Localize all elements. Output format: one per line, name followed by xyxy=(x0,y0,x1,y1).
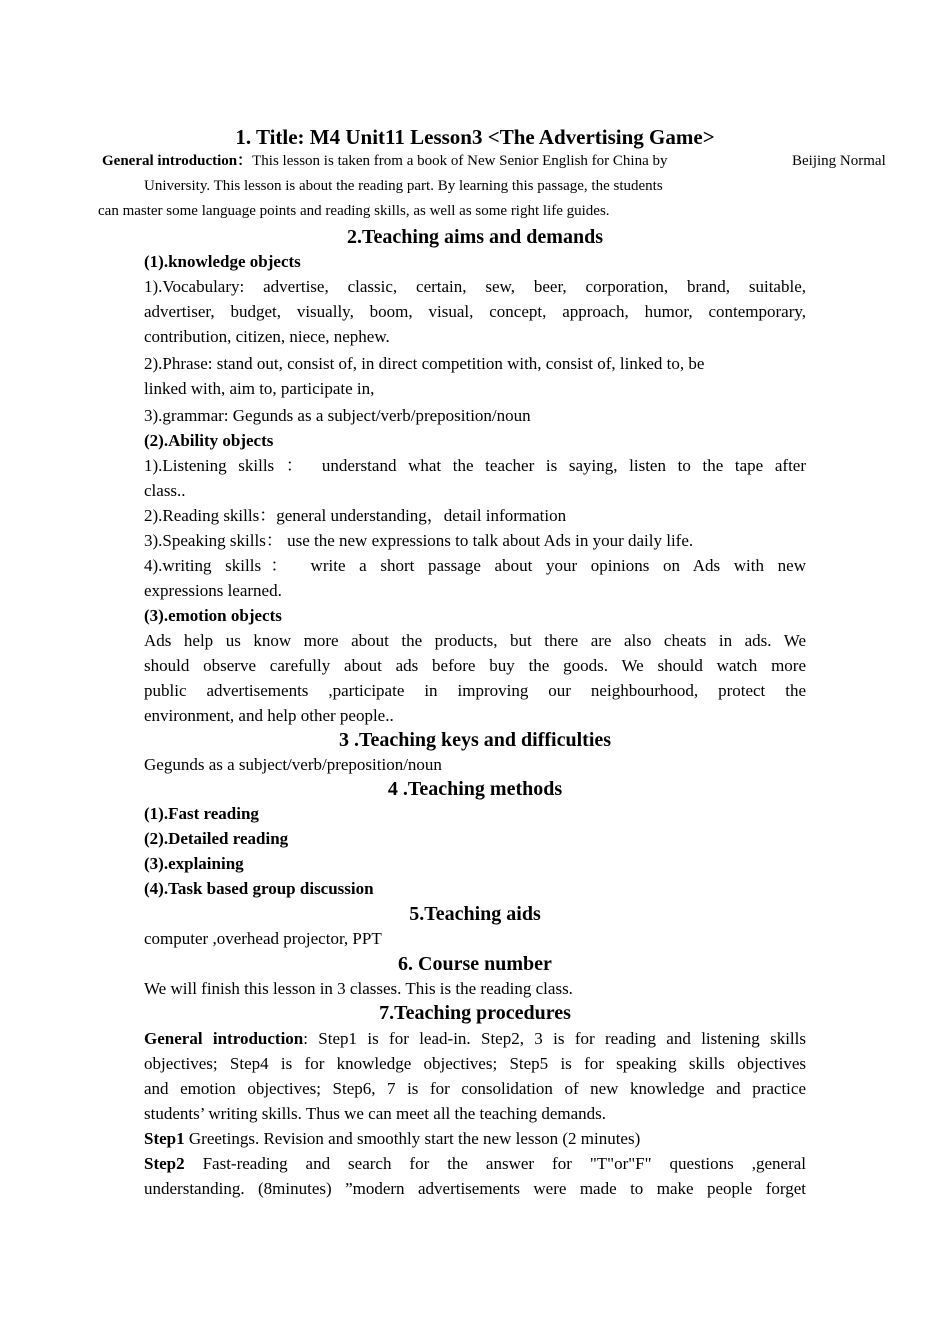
step1-line: Step1 Greetings. Revision and smoothly start the new lesson (2 minutes) xyxy=(144,1129,641,1148)
method-item: (4).Task based group discussion xyxy=(144,879,374,898)
emotion-objects-heading: (3).emotion objects xyxy=(144,606,282,625)
listening-line: class.. xyxy=(144,481,186,500)
method-item: (1).Fast reading xyxy=(144,804,259,823)
emotion-line: environment, and help other people.. xyxy=(144,706,394,725)
step2-label: Step2 xyxy=(144,1154,185,1173)
emotion-line: Ads help us know more about the products, but there are also cheats in ads. We xyxy=(144,631,806,650)
section-heading-keys: 3 .Teaching keys and difficulties xyxy=(338,729,612,751)
course-number-text: We will finish this lesson in 3 classes. This is the reading class. xyxy=(144,979,573,998)
speaking-line: 3).Speaking skills： use the new expressions to talk about Ads in your daily life. xyxy=(144,531,694,550)
step1-label: Step1 xyxy=(144,1129,185,1148)
keys-text: Gegunds as a subject/verb/preposition/noun xyxy=(144,755,442,774)
procedures-intro-line: General introduction: Step1 is for lead-in. Step2, 3 is for reading and listening skills xyxy=(144,1029,806,1048)
writing-line: expressions learned. xyxy=(144,581,282,600)
intro-line-1: General introduction：This lesson is taken from a book of New Senior English for China by xyxy=(102,153,668,169)
emotion-line: public advertisements ,participate in improving our neighbourhood, protect the xyxy=(144,681,806,700)
vocabulary-line: contribution, citizen, niece, nephew. xyxy=(144,327,390,346)
section-heading-methods: 4 .Teaching methods xyxy=(387,778,563,800)
section-heading-aims: 2.Teaching aims and demands xyxy=(347,226,603,248)
section-heading-procedures: 7.Teaching procedures xyxy=(379,1002,571,1024)
writing-line: 4).writing skills： write a short passage about your opinions on Ads with new xyxy=(144,556,806,575)
method-item: (3).explaining xyxy=(144,854,244,873)
intro-label: General introduction： xyxy=(102,153,253,169)
vocabulary-line: 1).Vocabulary: advertise, classic, certain, sew, beer, corporation, brand, suitable, xyxy=(144,277,806,296)
step2-line: Step2 Fast-reading and search for the answer for "T"or"F" questions ,general xyxy=(144,1154,806,1173)
procedures-intro-line: objectives; Step4 is for knowledge objectives; Step5 is for speaking skills objectives xyxy=(144,1054,806,1073)
section-heading-course-number: 6. Course number xyxy=(398,953,552,975)
phrase-line: linked with, aim to, participate in, xyxy=(144,379,375,398)
procedures-intro-label: General introduction xyxy=(144,1029,304,1048)
intro-line-2: University. This lesson is about the reading part. By learning this passage, the students xyxy=(144,178,663,194)
emotion-line: should observe carefully about ads before buy the goods. We should watch more xyxy=(144,656,806,675)
document-title: 1. Title: M4 Unit11 Lesson3 <The Advertising Game> xyxy=(235,125,715,149)
aids-text: computer ,overhead projector, PPT xyxy=(144,929,382,948)
ability-objects-heading: (2).Ability objects xyxy=(144,431,274,450)
step2-line: understanding. (8minutes) ”modern advertisements were made to make people forget xyxy=(144,1179,806,1198)
intro-line-1-right: Beijing Normal xyxy=(792,153,886,169)
method-item: (2).Detailed reading xyxy=(144,829,289,848)
grammar-line: 3).grammar: Gegunds as a subject/verb/preposition/noun xyxy=(144,406,531,425)
phrase-line: 2).Phrase: stand out, consist of, in direct competition with, consist of, linked to, be xyxy=(144,354,705,373)
reading-line: 2).Reading skills：general understanding，detail information xyxy=(144,506,567,525)
intro-line-3: can master some language points and reading skills, as well as some right life guides. xyxy=(98,203,610,219)
vocabulary-line: advertiser, budget, visually, boom, visual, concept, approach, humor, contemporary, xyxy=(144,302,806,321)
procedures-intro-line: and emotion objectives; Step6, 7 is for consolidation of new knowledge and practice xyxy=(144,1079,806,1098)
section-heading-aids: 5.Teaching aids xyxy=(409,903,541,925)
procedures-intro-line: students’ writing skills. Thus we can meet all the teaching demands. xyxy=(144,1104,607,1123)
knowledge-objects-heading: (1).knowledge objects xyxy=(144,252,301,271)
listening-line: 1).Listening skills ： understand what the teacher is saying, listen to the tape after xyxy=(144,456,806,475)
